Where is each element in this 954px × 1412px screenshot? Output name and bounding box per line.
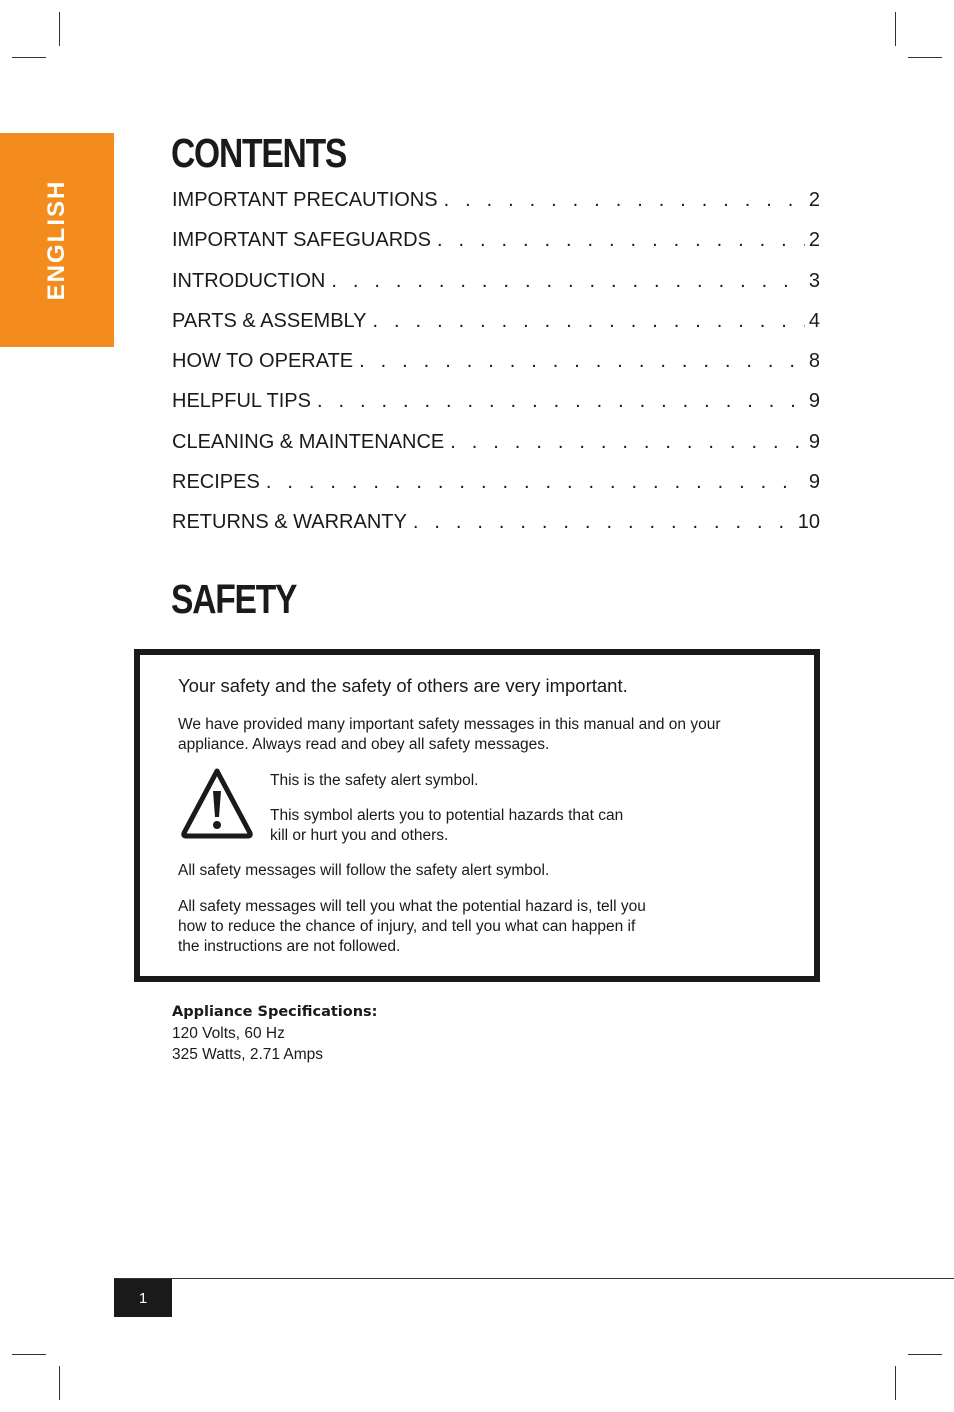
- safety-paragraph: All safety messages will follow the safety alert symbol.: [178, 862, 550, 879]
- safety-hazard-text: This symbol alerts you to potential hazards that can kill or hurt you and others.: [270, 807, 624, 844]
- toc-entry-title: HELPFUL TIPS: [172, 390, 311, 413]
- toc-leader-dots: [413, 508, 794, 536]
- crop-mark: [59, 12, 60, 46]
- safety-alert-symbol-text: This is the safety alert symbol.: [270, 772, 479, 789]
- toc-entry-page: 9: [808, 390, 820, 413]
- specs-line: 120 Volts, 60 Hz: [172, 1025, 285, 1042]
- toc-leader-dots: [444, 186, 805, 214]
- appliance-specifications: [172, 1002, 377, 1065]
- toc-entry[interactable]: [172, 387, 820, 427]
- toc-leader-dots: [331, 267, 805, 295]
- toc-leader-dots: [450, 428, 805, 456]
- crop-mark: [12, 1354, 46, 1355]
- language-label: ENGLISH: [43, 179, 70, 301]
- crop-mark: [12, 57, 46, 58]
- safety-paragraph: All safety messages will tell you what the potential hazard is, tell you how to reduce the chance of injury, and tell you what can happen if the instructions are not followed.: [178, 898, 646, 955]
- footer-rule: [114, 1278, 954, 1279]
- toc-leader-dots: [437, 226, 805, 254]
- crop-mark: [895, 1366, 896, 1400]
- toc-entry[interactable]: [172, 468, 820, 508]
- safety-heading: SAFETY: [171, 576, 297, 622]
- contents-heading: CONTENTS: [171, 130, 347, 176]
- specs-label: Appliance Specifications:: [172, 1004, 378, 1020]
- language-tab: [0, 133, 114, 347]
- toc-entry-page: 8: [808, 350, 820, 373]
- crop-mark: [908, 57, 942, 58]
- toc-entry-page: 3: [808, 269, 820, 292]
- specs-line: 325 Watts, 2.71 Amps: [172, 1046, 324, 1063]
- toc-entry[interactable]: [172, 347, 820, 387]
- toc-entry-title: IMPORTANT SAFEGUARDS: [172, 229, 431, 252]
- warning-triangle-icon: [180, 767, 254, 839]
- toc-entry-title: INTRODUCTION: [172, 269, 326, 292]
- toc-entry-page: 10: [797, 511, 820, 534]
- toc-entry-title: RETURNS & WARRANTY: [172, 511, 407, 534]
- page-number: 1: [114, 1279, 172, 1317]
- toc-entry-page: 2: [808, 229, 820, 252]
- toc-entry[interactable]: [172, 226, 820, 266]
- crop-mark: [908, 1354, 942, 1355]
- toc-entry-page: 2: [808, 189, 820, 211]
- toc-entry-page: 9: [808, 430, 820, 453]
- safety-notice-box: [134, 649, 820, 982]
- toc-entry[interactable]: [172, 307, 820, 347]
- safety-paragraph: We have provided many important safety messages in this manual and on your appliance. Always read and obey all safety messages.: [178, 716, 721, 753]
- toc-entry-page: 9: [808, 471, 820, 494]
- toc-entry[interactable]: [172, 186, 820, 226]
- toc-entry[interactable]: [172, 267, 820, 307]
- table-of-contents: [172, 186, 820, 549]
- crop-mark: [59, 1366, 60, 1400]
- toc-entry-title: RECIPES: [172, 471, 260, 494]
- toc-entry-title: HOW TO OPERATE: [172, 350, 354, 373]
- toc-leader-dots: [373, 307, 805, 335]
- toc-entry-title: CLEANING & MAINTENANCE: [172, 430, 445, 453]
- toc-entry[interactable]: [172, 508, 820, 548]
- safety-lead: Your safety and the safety of others are very important.: [178, 675, 628, 696]
- toc-entry-title: IMPORTANT PRECAUTIONS: [172, 189, 438, 211]
- toc-leader-dots: [359, 347, 805, 375]
- toc-entry[interactable]: [172, 428, 820, 468]
- crop-mark: [895, 12, 896, 46]
- toc-leader-dots: [317, 387, 805, 415]
- toc-entry-page: 4: [808, 309, 820, 332]
- toc-leader-dots: [266, 468, 805, 496]
- toc-entry-title: PARTS & ASSEMBLY: [172, 309, 367, 332]
